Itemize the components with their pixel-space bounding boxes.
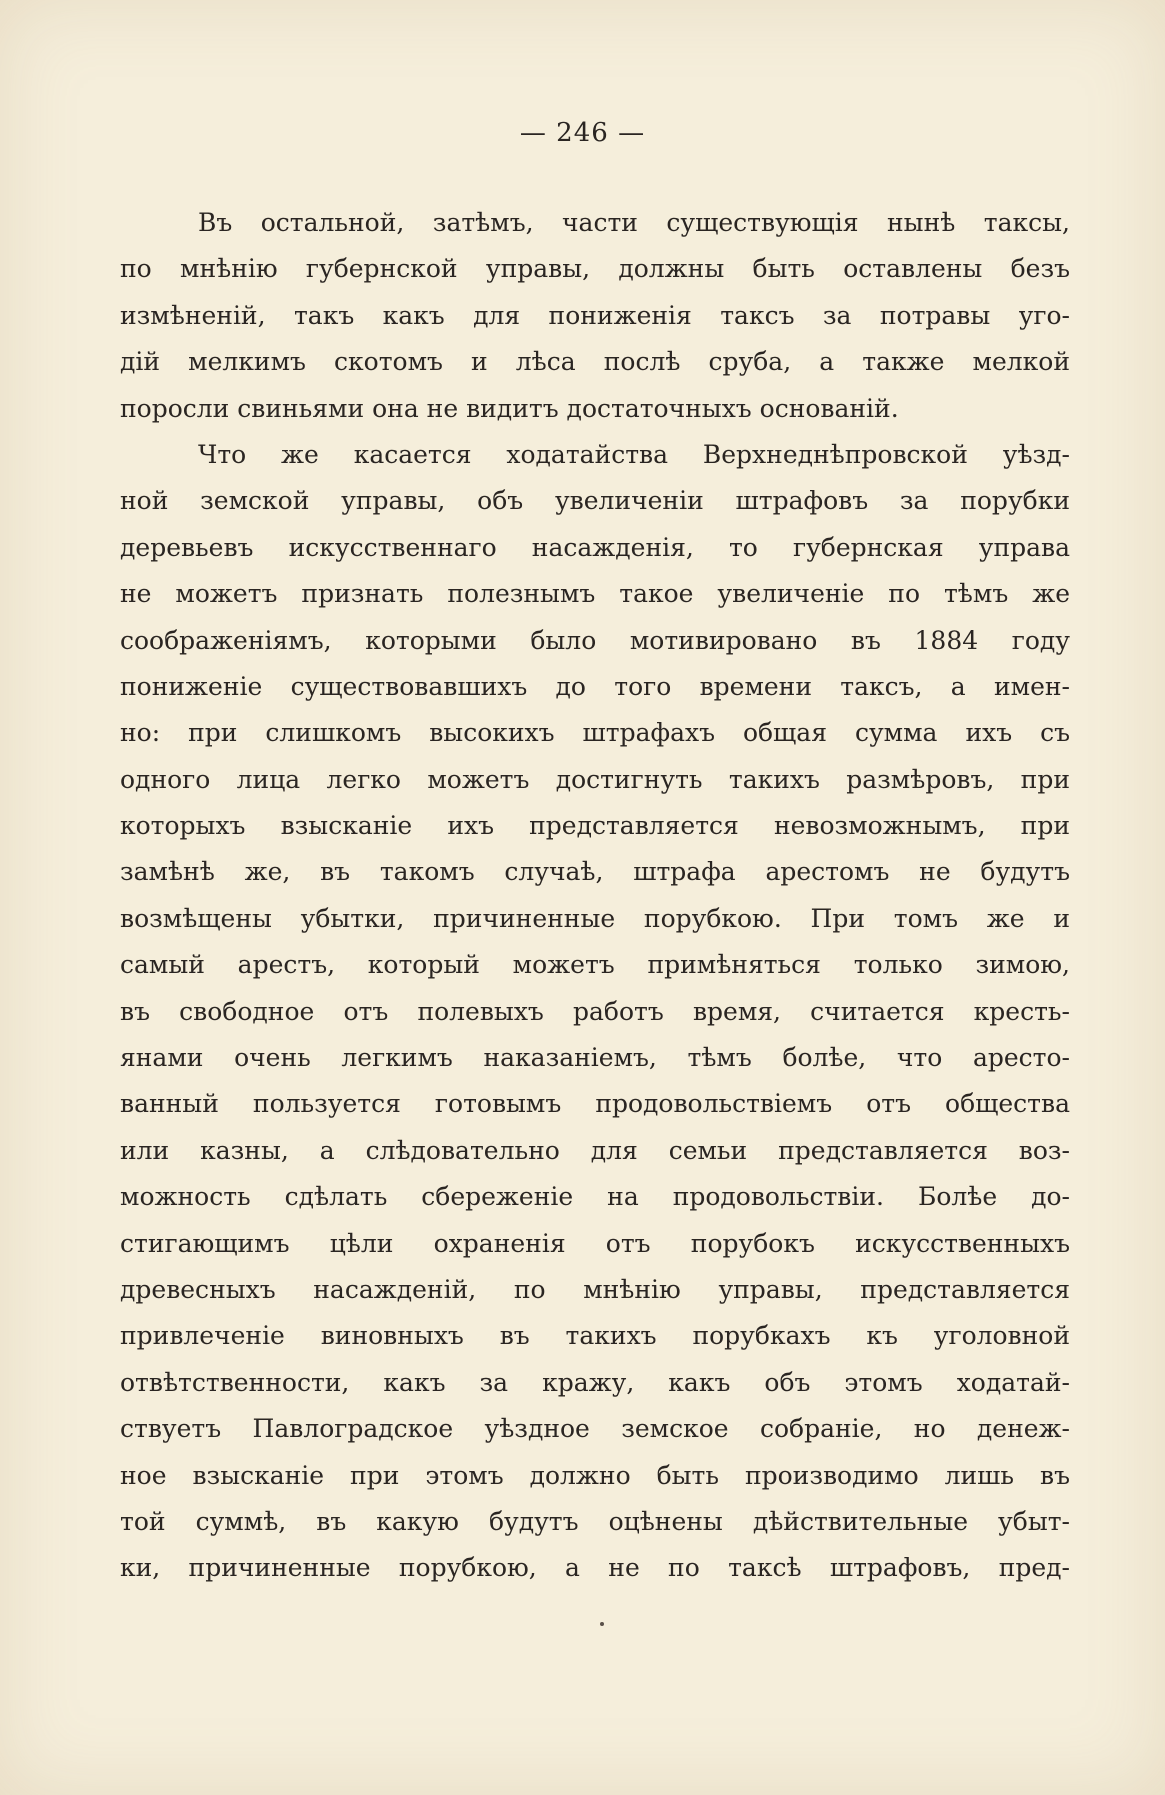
text-line: возмѣщены убытки, причиненные порубкою. При томъ же и: [120, 903, 1070, 933]
page-number: — 246 —: [519, 118, 646, 148]
text-line: дій мелкимъ скотомъ и лѣса послѣ сруба, а также мелкой: [120, 347, 1070, 377]
ink-speck: [600, 1622, 604, 1626]
text-line: Что же касается ходатайства Верхнеднѣпровской уѣзд-: [198, 439, 1070, 469]
text-line: Въ остальной, затѣмъ, части существующія нынѣ таксы,: [198, 208, 1070, 237]
text-line: замѣнѣ же, въ такомъ случаѣ, штрафа арестомъ не будутъ: [120, 857, 1070, 887]
text-line: одного лица легко можетъ достигнуть такихъ размѣровъ, при: [120, 764, 1070, 794]
body-text: [120, 200, 1070, 1592]
text-line: или казны, а слѣдовательно для семьи представляется воз-: [120, 1135, 1070, 1165]
text-line: привлеченіе виновныхъ въ такихъ порубкахъ къ уголовной: [120, 1321, 1070, 1351]
text-line: ной земской управы, объ увеличеніи штрафовъ за порубки: [120, 486, 1070, 516]
text-line: по мнѣнію губернской управы, должны быть оставлены безъ: [120, 254, 1070, 284]
text-line: стигающимъ цѣли охраненія отъ порубокъ искусственныхъ: [120, 1228, 1070, 1258]
text-line: поросли свиньями она не видитъ достаточныхъ основаній.: [120, 393, 899, 423]
text-line: пониженіе существовавшихъ до того времени таксъ, а имен-: [120, 671, 1070, 701]
text-line: той суммѣ, въ какую будутъ оцѣнены дѣйствительные убыт-: [120, 1506, 1070, 1536]
text-line: отвѣтственности, какъ за кражу, какъ объ этомъ ходатай-: [120, 1367, 1070, 1397]
text-line: но: при слишкомъ высокихъ штрафахъ общая сумма ихъ съ: [120, 718, 1070, 748]
text-line: ванный пользуется готовымъ продовольствіемъ отъ общества: [120, 1089, 1070, 1119]
text-line: деревьевъ искусственнаго насажденія, то губернская управа: [120, 532, 1070, 562]
text-line: ствуетъ Павлоградское уѣздное земское собраніе, но денеж-: [120, 1414, 1070, 1444]
text-line: соображеніямъ, которыми было мотивировано въ 1884 году: [120, 625, 1070, 655]
text-line: которыхъ взысканіе ихъ представляется невозможнымъ, при: [120, 811, 1070, 841]
text-line: ное взысканіе при этомъ должно быть производимо лишь въ: [120, 1460, 1070, 1490]
text-line: не можетъ признать полезнымъ такое увеличеніе по тѣмъ же: [120, 579, 1070, 609]
text-line: измѣненій, такъ какъ для пониженія таксъ за потравы уго-: [120, 300, 1070, 330]
text-line: въ свободное отъ полевыхъ работъ время, считается кресть-: [120, 996, 1070, 1026]
text-line: самый арестъ, который можетъ примѣняться только зимою,: [120, 950, 1070, 980]
text-line: древесныхъ насажденій, по мнѣнію управы, представляется: [120, 1274, 1070, 1304]
text-line: янами очень легкимъ наказаніемъ, тѣмъ болѣе, что аресто-: [120, 1043, 1070, 1073]
text-line: можность сдѣлать сбереженіе на продовольствіи. Болѣе до-: [120, 1182, 1070, 1212]
text-line: ки, причиненные порубкою, а не по таксѣ штрафовъ, пред-: [120, 1553, 1070, 1583]
